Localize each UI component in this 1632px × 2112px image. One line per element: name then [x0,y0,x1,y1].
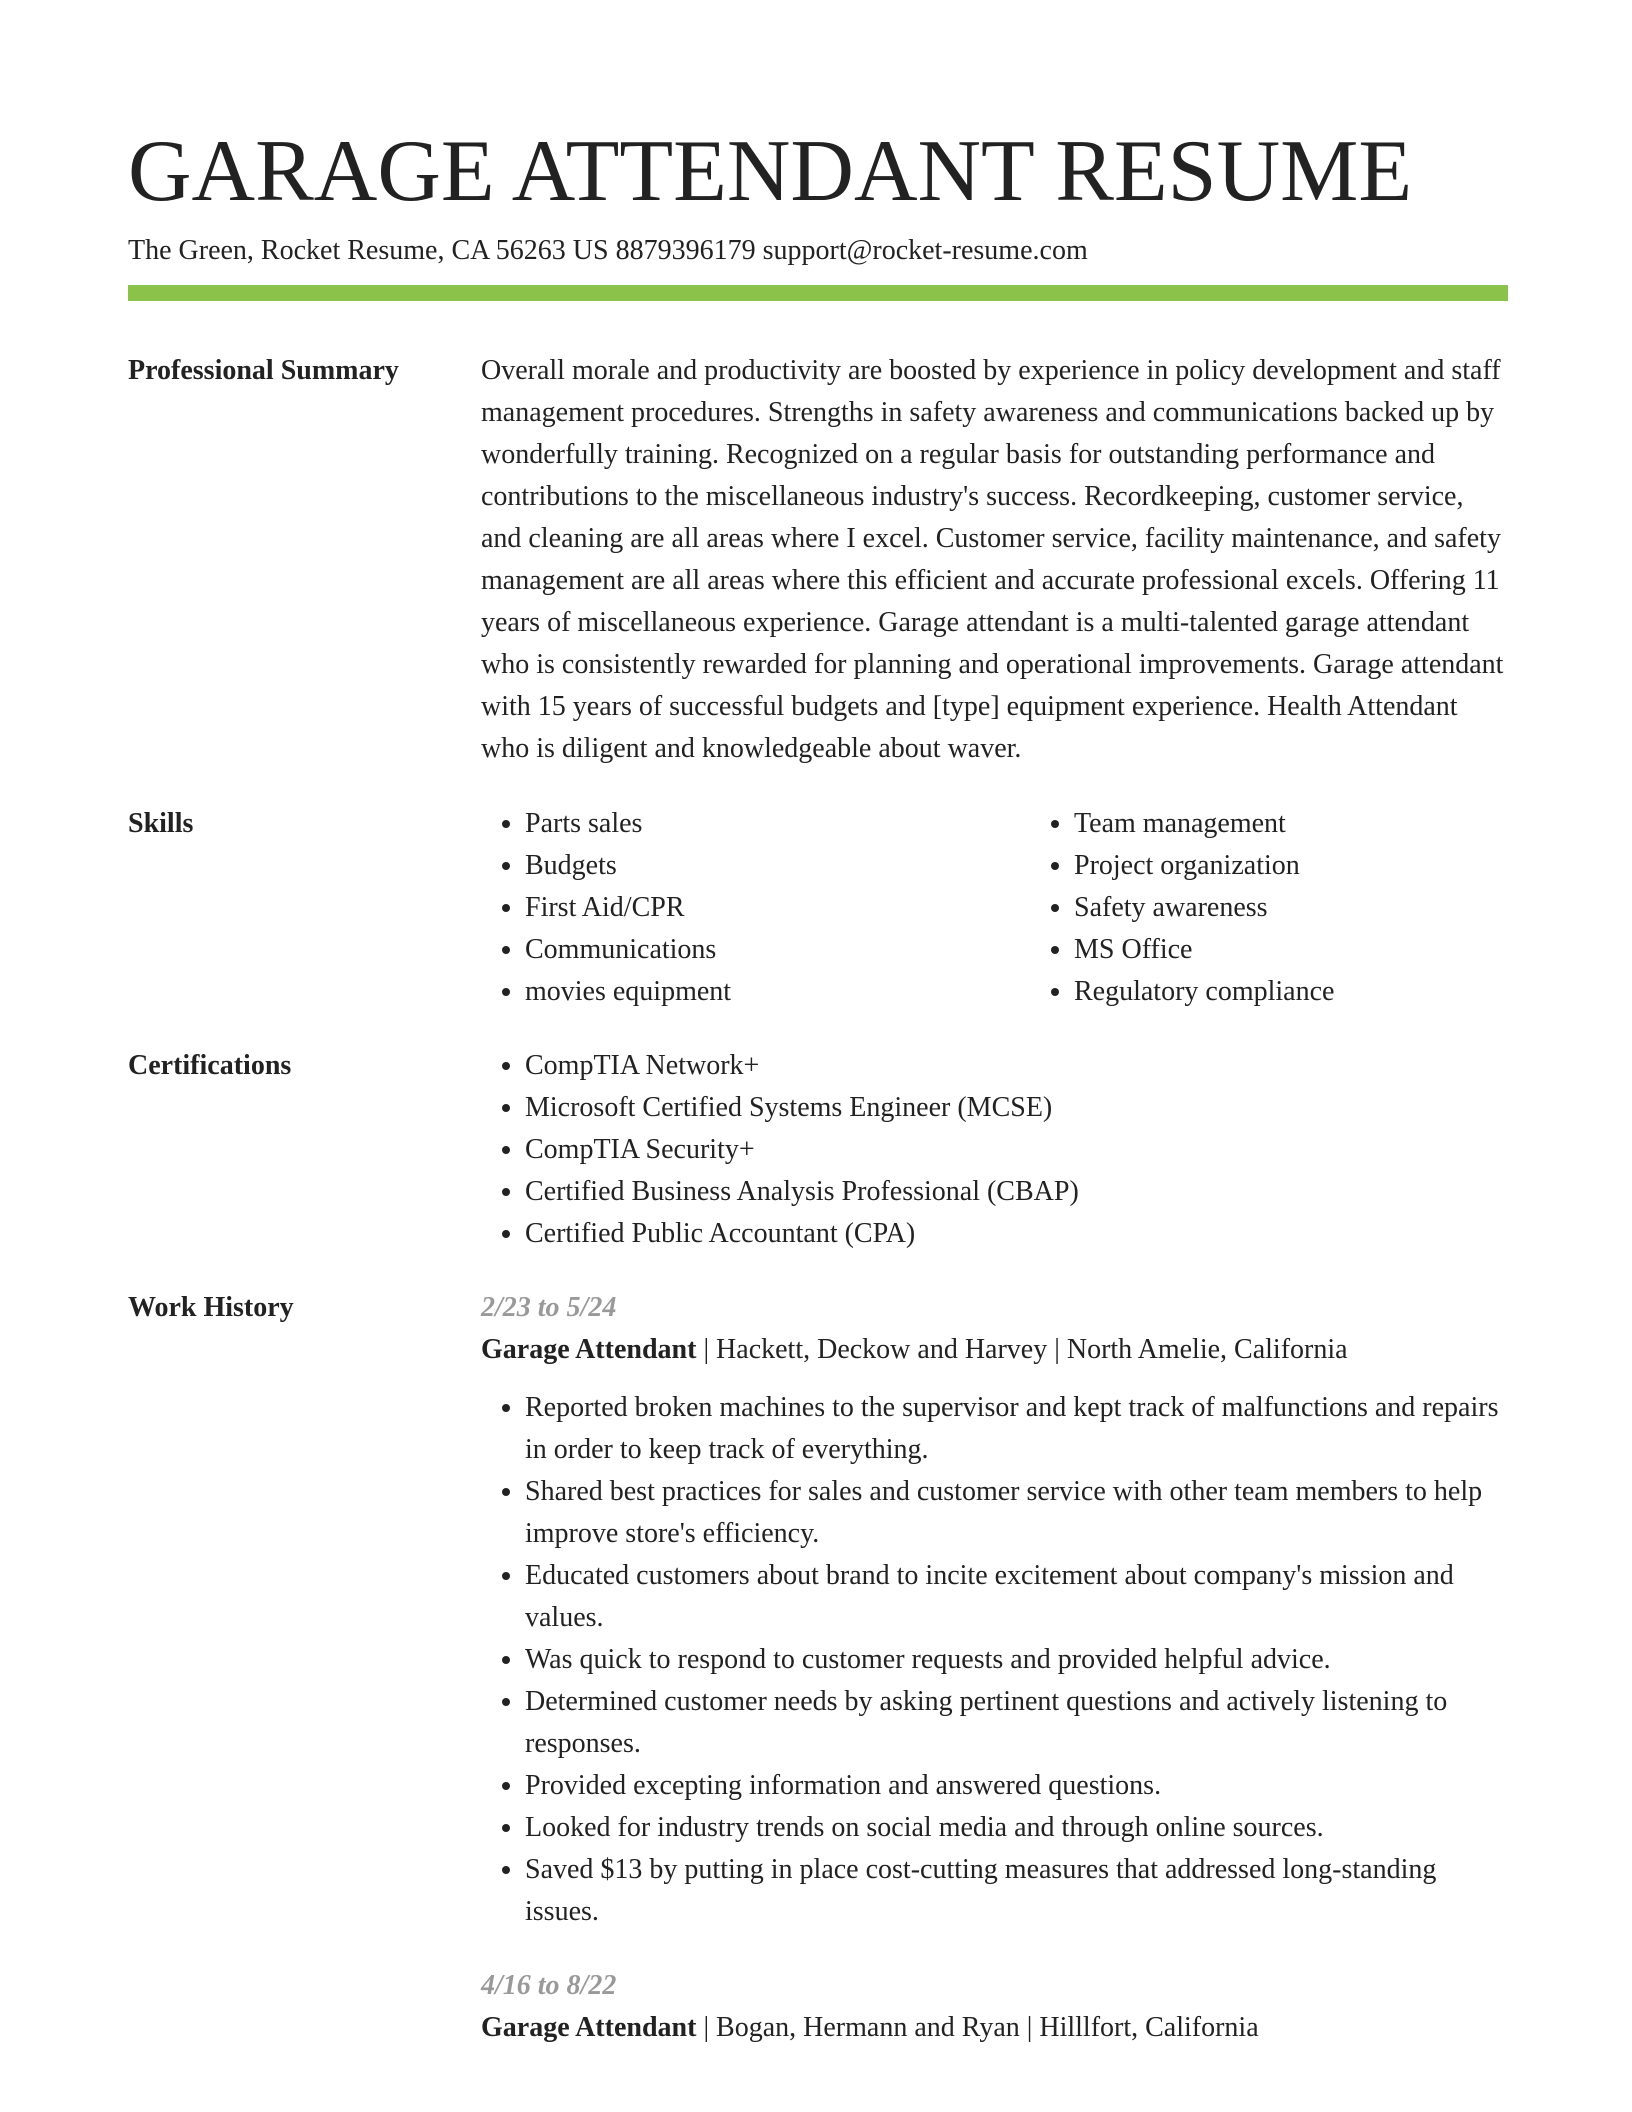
job-title: Garage Attendant [481,2012,697,2043]
section-label-skills: Skills [128,808,194,839]
skill-item: • Parts sales [525,803,1030,845]
professional-summary-section [128,350,1508,770]
skill-item: • Team management [1074,803,1579,845]
job-dates: 4/16 to 8/22 [481,1970,617,2001]
certifications-list [481,1045,1508,1255]
contact-line [128,232,1508,270]
contact-address: The Green, Rocket Resume, CA 56263 US [128,235,609,266]
job-header [481,2007,1508,2049]
resume-page [128,122,1508,2049]
resume-title: GARAGE ATTENDANT RESUME [128,123,1413,220]
skills-list-right [1030,803,1579,1013]
skills-section [128,803,1508,1013]
job-title: Garage Attendant [481,1334,697,1365]
job-entry [481,1965,1508,2049]
certification-item: • CompTIA Network+ [525,1045,1508,1087]
job-company: | Hackett, Deckow and Harvey [696,1334,1047,1365]
job-bullet: • Was quick to respond to customer requests and provided helpful advice. [525,1639,1508,1681]
certification-item: • CompTIA Security+ [525,1129,1508,1171]
skill-item: • movies equipment [525,971,1030,1013]
skill-item: • Regulatory compliance [1074,971,1579,1013]
job-entry [481,1287,1508,1933]
job-location: | Hilllfort, California [1020,2012,1259,2043]
job-bullet: • Determined customer needs by asking pertinent questions and actively listening to responses. [525,1681,1508,1765]
skills-list-left [481,803,1030,1013]
certification-item: • Microsoft Certified Systems Engineer (MCSE) [525,1087,1508,1129]
job-bullet: • Saved $13 by putting in place cost-cutting measures that addressed long-standing issues. [525,1849,1508,1933]
skills-grid [481,803,1579,1013]
job-bullet: • Provided excepting information and answered questions. [525,1765,1508,1807]
section-label-certifications: Certifications [128,1050,292,1081]
job-company: | Bogan, Hermann and Ryan [696,2012,1019,2043]
skill-item: • MS Office [1074,929,1579,971]
section-label-summary: Professional Summary [128,355,399,386]
contact-phone: 8879396179 [615,235,756,266]
skill-item: • Budgets [525,845,1030,887]
certifications-section [128,1045,1508,1255]
job-header [481,1329,1508,1371]
skill-item: • Safety awareness [1074,887,1579,929]
certification-item: • Certified Public Accountant (CPA) [525,1213,1508,1255]
work-history-section [128,1287,1508,2049]
section-label-work-history: Work History [128,1292,294,1323]
job-bullet: • Shared best practices for sales and customer service with other team members to help improve store's efficiency. [525,1471,1508,1555]
accent-divider [128,285,1508,301]
job-bullet: • Educated customers about brand to incite excitement about company's mission and values. [525,1555,1508,1639]
job-dates: 2/23 to 5/24 [481,1292,617,1323]
job-bullet: • Reported broken machines to the supervisor and kept track of malfunctions and repairs in order to keep track of everything. [525,1387,1508,1471]
job-location: | North Amelie, California [1047,1334,1347,1365]
job-bullet: • Looked for industry trends on social media and through online sources. [525,1807,1508,1849]
skill-item: • Communications [525,929,1030,971]
certification-item: • Certified Business Analysis Professional (CBAP) [525,1171,1508,1213]
summary-text: Overall morale and productivity are boosted by experience in policy development and staff management procedures. Strengths in safety awareness and communications backed up by wonderfully training. Recognized on a regular basis for outstanding performance and contributions to the miscellaneous industry's success. Recordkeeping, customer service, and cleaning are all areas where I excel. Customer service, facility maintenance, and safety management are all areas where this efficient and accurate professional excels. Offering 11 years of miscellaneous experience. Garage attendant is a multi-talented garage attendant who is consistently rewarded for planning and operational improvements. Garage attendant with 15 years of successful budgets and [type] equipment experience. Health Attendant who is diligent and knowledgeable about waver. [481,355,1504,764]
skill-item: • First Aid/CPR [525,887,1030,929]
job-bullets [481,1387,1508,1933]
contact-email[interactable]: support@rocket-resume.com [762,235,1088,266]
skill-item: • Project organization [1074,845,1579,887]
